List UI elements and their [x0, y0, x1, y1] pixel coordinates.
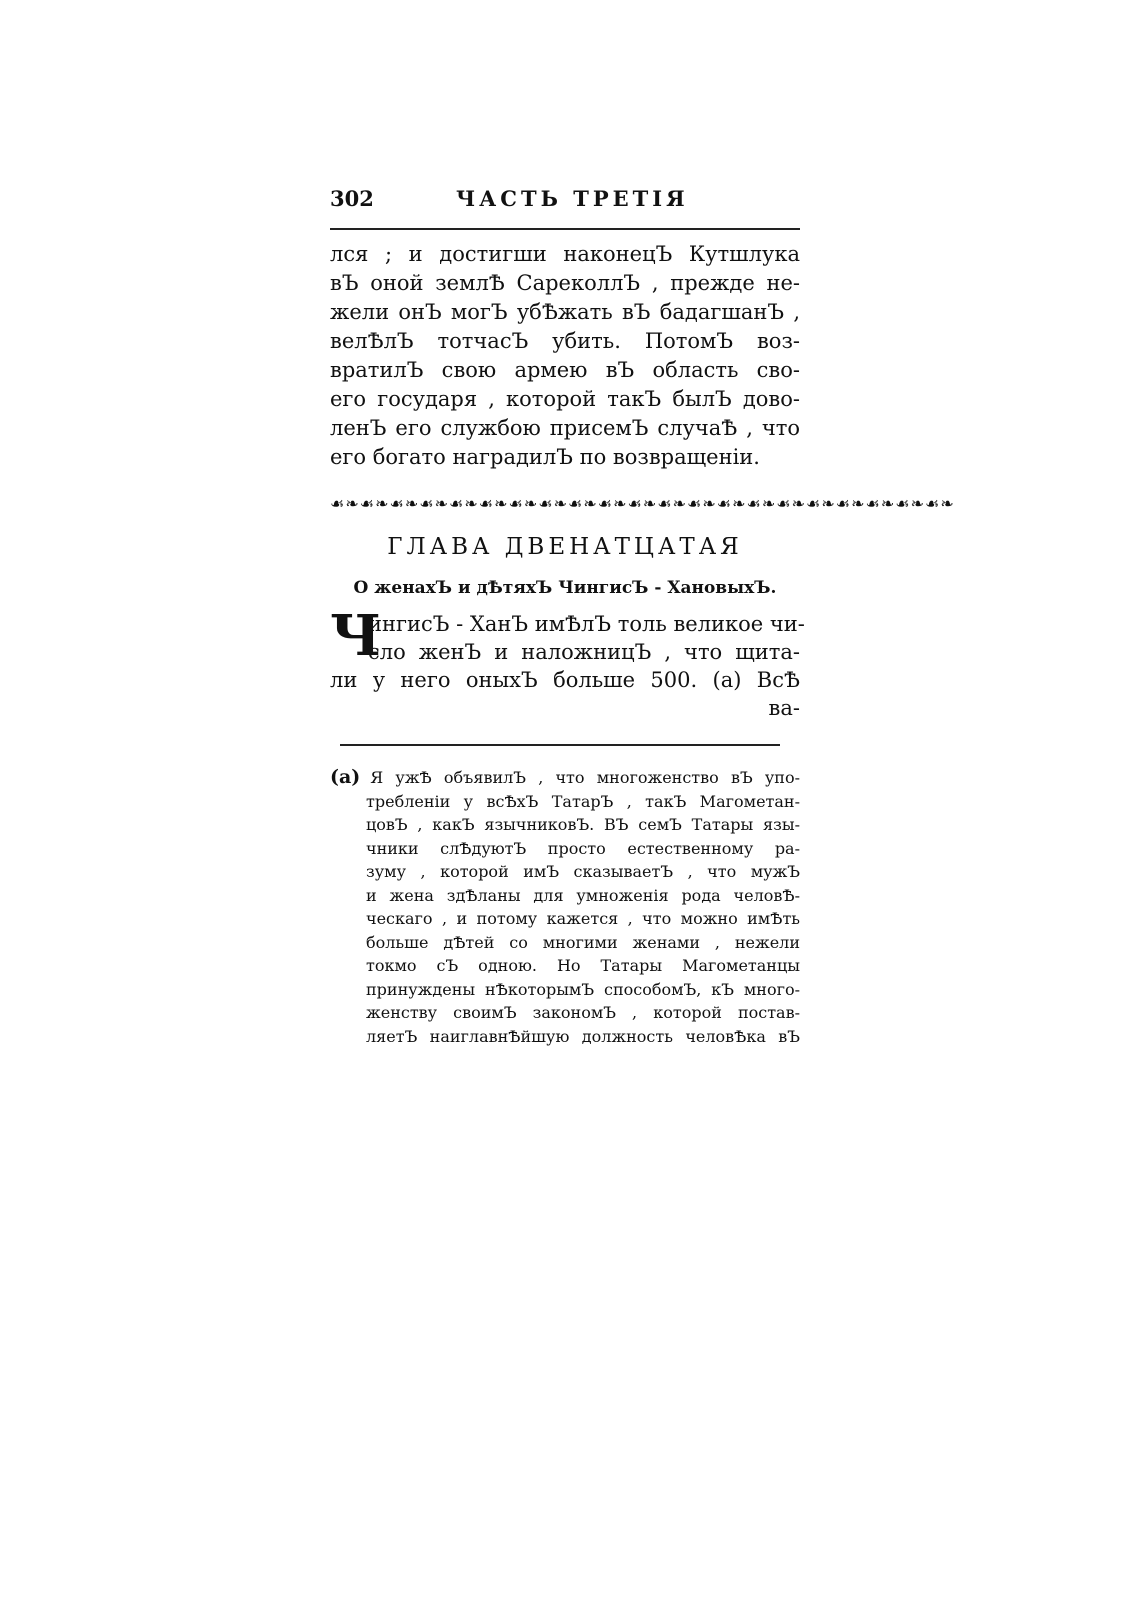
text-line: ленЪ его службою присемЪ случаѢ , что — [330, 416, 800, 440]
text-line: вЪ оной землѢ СареколлЪ , прежде не- — [330, 271, 800, 295]
body-paragraph — [330, 240, 800, 472]
footnote-mark: (а) — [330, 766, 361, 788]
footnote-line: женству своимЪ закономЪ , которой постав- — [366, 1003, 800, 1022]
footnote-line: больше дѢтей со многими женами , нежели — [366, 932, 800, 952]
text-line: жели онЪ могЪ убѢжать вЪ бадагшанЪ , — [330, 300, 800, 324]
chapter-title: ГЛАВА ДВЕНАТЦАТАЯ — [387, 534, 743, 560]
footnote-line: Я ужѢ объявилЪ , что многоженство вЪ упо- — [370, 768, 800, 787]
footnote-line: зуму , которой имЪ сказываетЪ , что мужЪ — [366, 862, 800, 881]
footnote-rule — [340, 744, 780, 746]
footnote-line: требленіи у всѢхЪ ТатарЪ , такЪ Магометан- — [366, 791, 800, 811]
text-line: велѢлЪ тотчасЪ убить. ПотомЪ воз- — [330, 329, 800, 353]
footnote-line: принуждены нѢкоторымЪ способомЪ, кЪ много- — [366, 979, 800, 999]
running-head — [330, 180, 800, 214]
catchword: ва- — [768, 696, 800, 720]
footnote-line: чники слѢдуютЪ просто естественному ра- — [366, 838, 800, 858]
text-line: его государя , которой такЪ былЪ дово- — [330, 387, 800, 411]
footnote-line: ческаго , и потому кажется , что можно имѢть — [366, 909, 800, 928]
footnote-line: и жена здѢланы для умноженія рода человѢ- — [366, 885, 800, 905]
page-number: 302 — [330, 186, 374, 211]
footnote-line: ляетЪ наиглавнѢйшую должность человѢка вЪ — [366, 1026, 800, 1046]
chapter-paragraph — [330, 603, 805, 722]
text-line: лся ; и достигши наконецЪ Кутшлука — [330, 242, 800, 266]
text-line: его богато наградилЪ по возвращеніи. — [330, 445, 760, 469]
text-line: ингисЪ - ХанЪ имѢлЪ толь великое чи- — [368, 612, 805, 636]
running-title: ЧАСТЬ ТРЕТІЯ — [456, 186, 689, 211]
footnote — [330, 766, 800, 1048]
text-line: ли у него оныхЪ больше 500. (а) ВсѢ — [330, 668, 800, 692]
text-line: сло женЪ и наложницЪ , что щита- — [368, 640, 800, 664]
drop-cap: Ч — [330, 603, 382, 669]
footnote-line: цовЪ , какЪ язычниковЪ. ВЪ семЪ Татары язы- — [366, 815, 800, 834]
ornament-divider: ☙❧☙❧☙❧☙❧☙❧☙❧☙❧☙❧☙❧☙❧☙❧☙❧☙❧☙❧☙❧☙❧☙❧☙❧☙❧☙❧☙❧ — [330, 494, 955, 513]
header-rule — [330, 228, 800, 230]
footnote-line: токмо сЪ одною. Но Татары Магометанцы — [366, 956, 800, 975]
chapter-subtitle: О женахЪ и дѢтяхЪ ЧингисЪ - ХановыхЪ. — [353, 578, 777, 598]
text-line: вратилЪ свою армею вЪ область сво- — [330, 358, 800, 382]
book-page — [330, 180, 955, 1048]
